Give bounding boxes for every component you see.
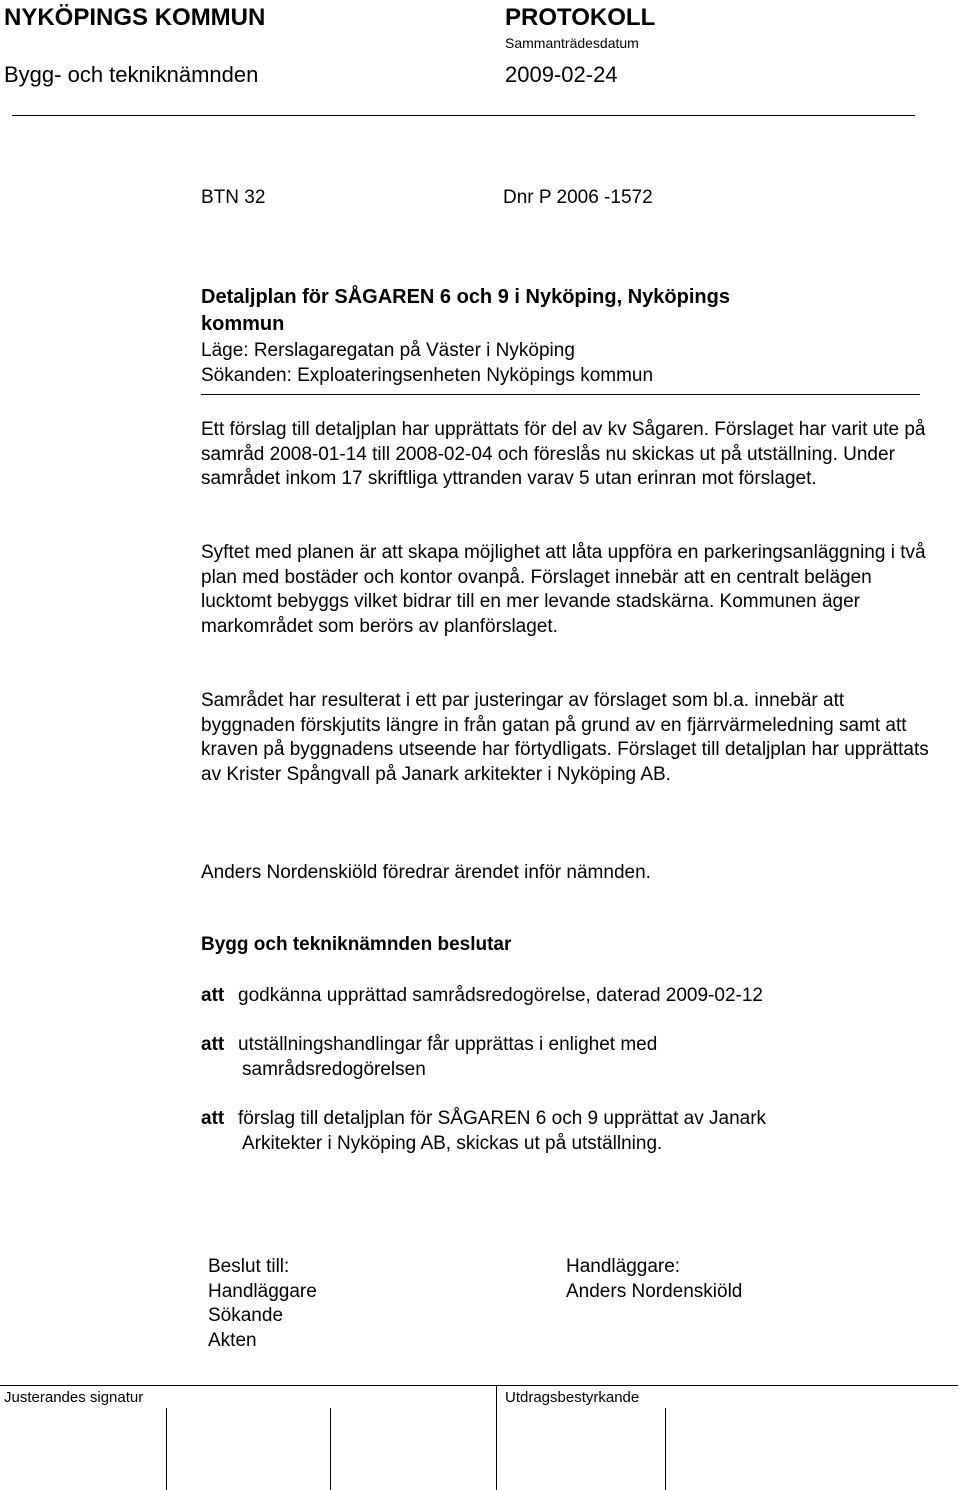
- presenter-line: Anders Nordenskiöld föredrar ärendet inför nämnden.: [201, 862, 651, 883]
- title-rule: [201, 394, 920, 395]
- signature-divider: [496, 1385, 497, 1490]
- distribution-recipient: Sökande: [208, 1305, 284, 1326]
- paragraph-background: [201, 418, 931, 492]
- municipality-name: NYKÖPINGS KOMMUN: [4, 4, 266, 31]
- committee-name: Bygg- och tekniknämnden: [4, 62, 259, 87]
- decision-text: förslag till detaljplan för SÅGAREN 6 och 9 upprättat av Janark: [238, 1108, 767, 1129]
- signature-divider: [665, 1408, 666, 1490]
- distribution-recipient: Akten: [208, 1329, 257, 1351]
- case-number: BTN 32: [201, 187, 266, 208]
- case-dnr: Dnr P 2006 -1572: [503, 187, 653, 208]
- decision-text: godkänna upprättad samrådsredogörelse, daterad 2009-02-12: [238, 985, 763, 1006]
- date-label: Sammanträdesdatum: [505, 35, 639, 51]
- header-rule: [12, 115, 915, 116]
- handler-name: Anders Nordenskiöld: [566, 1280, 743, 1302]
- case-title-line2: kommun: [201, 313, 285, 335]
- meeting-date: 2009-02-24: [505, 62, 618, 87]
- case-title-line1: Detaljplan för SÅGAREN 6 och 9 i Nyköping, Nyköpings: [201, 286, 730, 308]
- distribution-recipient: Handläggare: [208, 1280, 317, 1302]
- decision-text-cont: Arkitekter i Nyköping AB, skickas ut på utställning.: [242, 1132, 663, 1154]
- signature-divider: [166, 1408, 167, 1490]
- handler-label: Handläggare:: [566, 1256, 681, 1277]
- signature-divider: [330, 1408, 331, 1490]
- document-type: PROTOKOLL: [505, 4, 656, 31]
- distribution-label: Beslut till:: [208, 1256, 290, 1277]
- case-applicant: Sökanden: Exploateringsenheten Nyköpings kommun: [201, 365, 654, 386]
- handler-block: [566, 1255, 742, 1304]
- paragraph-text: Ett förslag till detaljplan har upprättats för del av kv Sågaren. Förslaget har varit ute på samråd 2008-01-14 till 2008-02-04 och föreslås nu skickas ut på utställning. Under samrådet inkom 17 skriftliga yttranden varav 5 utan erinran mot förslaget.: [201, 419, 926, 489]
- paragraph-text: Syftet med planen är att skapa möjlighet att låta uppföra en parkeringsanläggning i två plan med bostäder och kontor ovanpå. Förslaget innebär att en centralt belägen lucktomt bebyggs vilket bidrar till en mer levande stadskärna. Kommunen äger markområdet som berörs av planförslaget.: [201, 542, 926, 637]
- decision-att: att: [201, 1108, 225, 1129]
- footer-certification-label: Utdragsbestyrkande: [505, 1389, 640, 1406]
- decision-text: utställningshandlingar får upprättas i enlighet med: [238, 1034, 658, 1055]
- decision-att: att: [201, 1034, 225, 1055]
- paragraph-consultation: [201, 689, 931, 787]
- footer-rule: [0, 1385, 958, 1386]
- footer-signature-label: Justerandes signatur: [4, 1389, 144, 1406]
- case-location: Läge: Rerslagaregatan på Väster i Nyköping: [201, 340, 575, 361]
- paragraph-text: Samrådet har resulterat i ett par justeringar av förslaget som bl.a. innebär att byggnaden förskjutits längre in från gatan på grund av en fjärrvärmeledning samt att kraven på byggnadens utseende har förtydligats. Förslaget till detaljplan har upprättats av Krister Spångvall på Janark arkitekter i Nyköping AB.: [201, 690, 929, 785]
- distribution-list: [208, 1255, 317, 1353]
- paragraph-purpose: [201, 541, 931, 639]
- decision-text-cont: samrådsredogörelsen: [242, 1058, 426, 1080]
- decision-heading: Bygg och tekniknämnden beslutar: [201, 934, 512, 955]
- decision-att: att: [201, 985, 225, 1006]
